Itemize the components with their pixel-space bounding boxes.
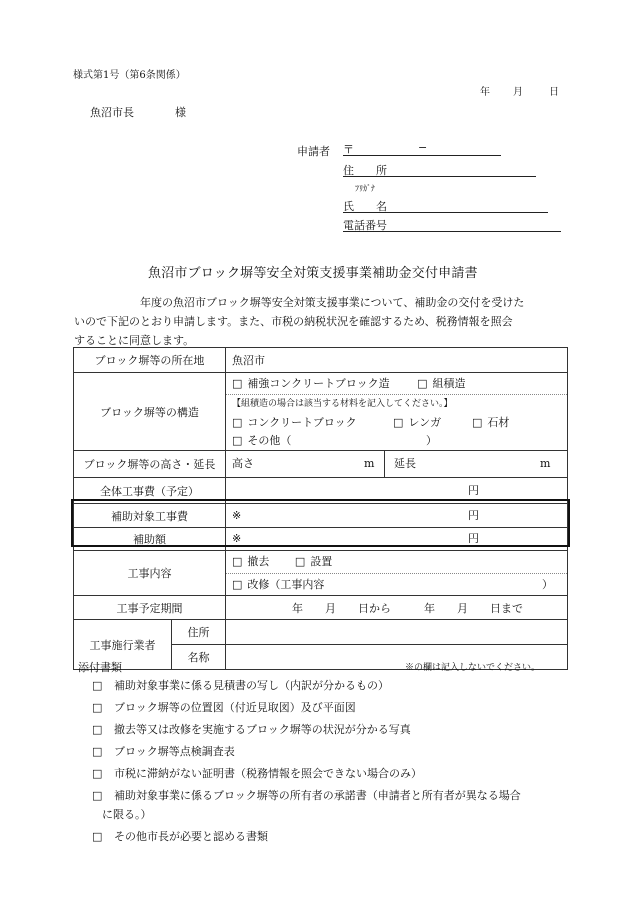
address-label: 住 所	[343, 164, 387, 177]
furigana-label: ﾌﾘｶﾞﾅ	[355, 184, 375, 193]
modify-close: ）	[542, 578, 553, 591]
list-item	[92, 698, 568, 717]
postal-mark: 〒	[343, 143, 354, 156]
list-item	[92, 720, 568, 739]
addressee-name: 魚沼市長	[90, 106, 134, 119]
list-item	[92, 742, 568, 761]
brick-checkbox[interactable]: □	[393, 416, 404, 429]
intro-line-3: することに同意します。	[74, 334, 195, 347]
work-row-2	[226, 574, 567, 595]
other-label: その他（	[247, 434, 292, 447]
date-month: 月	[513, 87, 523, 98]
brick-label: レンガ	[408, 416, 442, 429]
masonry-label: 組積造	[432, 377, 466, 390]
other-close: ）	[426, 434, 437, 447]
location-value[interactable]: 魚沼市	[226, 348, 568, 373]
list-item-continuation	[92, 805, 568, 824]
addressee-honorific: 様	[175, 106, 186, 119]
list-item	[92, 786, 568, 805]
modify-label: 改修（工事内容	[247, 578, 325, 591]
height-unit: m	[364, 457, 375, 470]
work-label: 工事内容	[74, 551, 226, 596]
list-item	[92, 676, 568, 695]
work-row-1	[226, 551, 567, 574]
length-label: 延長	[394, 457, 416, 470]
attachment-checkbox-2[interactable]: □	[92, 701, 103, 714]
subsidy-cost-cell	[226, 504, 568, 528]
intro-paragraph	[74, 293, 570, 350]
subsidy-amount-mark: ※	[232, 532, 242, 545]
attachment-text-2: ブロック塀等の位置図（付近見取図）及び平面図	[114, 701, 356, 714]
reinforced-label: 補強コンクリートブロック造	[247, 377, 390, 390]
subsidy-cost-unit: 円	[468, 509, 479, 522]
removal-label: 撤去	[247, 555, 270, 568]
attachment-checkbox-7[interactable]: □	[92, 830, 103, 843]
contractor-address-value[interactable]	[226, 620, 568, 645]
subsidy-cost-mark: ※	[232, 509, 242, 522]
form-number: 様式第1号（第6条関係）	[73, 70, 186, 81]
attachment-checkbox-3[interactable]: □	[92, 723, 103, 736]
intro-line-1: 年度の魚沼市ブロック塀等安全対策支援事業について、補助金の交付を受けた	[140, 296, 525, 309]
attachment-checkbox-4[interactable]: □	[92, 745, 103, 758]
concrete-checkbox[interactable]: □	[232, 416, 243, 429]
attachment-text-6: 補助対象事業に係るブロック塀等の所有者の承諾書（申請者と所有者が異なる場合	[114, 789, 521, 802]
name-underline[interactable]	[343, 212, 548, 213]
date-year: 年	[480, 87, 490, 98]
subsidy-amount-label: 補助額	[74, 528, 226, 551]
office-use-note: ※の欄は記入しないでください。	[405, 663, 541, 673]
subsidy-amount-cell	[226, 528, 568, 551]
reinforced-checkbox[interactable]: □	[232, 377, 243, 390]
structure-row-1	[226, 373, 567, 395]
work-cell	[226, 551, 568, 596]
attachment-text-3: 撤去等又は改修を実施するブロック塀等の状況が分かる写真	[114, 723, 411, 736]
period-value[interactable]: 年 月 日から 年 月 日まで	[226, 596, 568, 620]
masonry-checkbox[interactable]: □	[417, 377, 428, 390]
address-underline[interactable]	[343, 176, 536, 177]
applicant-label: 申請者	[297, 145, 330, 158]
subsidy-cost-label: 補助対象工事費	[74, 504, 226, 528]
concrete-label: コンクリートブロック	[247, 416, 357, 429]
document-title: 魚沼市ブロック塀等安全対策支援事業補助金交付申請書	[148, 266, 478, 281]
attachment-checkbox-6[interactable]: □	[92, 789, 103, 802]
stone-checkbox[interactable]: □	[472, 416, 483, 429]
list-item	[92, 827, 568, 846]
list-item	[92, 764, 568, 783]
phone-underline[interactable]	[343, 231, 561, 232]
length-unit: m	[540, 457, 551, 470]
postal-dash: −	[418, 141, 428, 154]
contractor-address-label: 住所	[172, 620, 226, 645]
intro-line-2: いので下記のとおり申請します。また、市税の納税状況を確認するため、税務情報を照会	[74, 315, 513, 328]
subsidy-amount-unit: 円	[468, 532, 479, 545]
stone-label: 石材	[487, 416, 510, 429]
attachments-label: 添付書類	[78, 661, 122, 674]
attachment-checkbox-5[interactable]: □	[92, 767, 103, 780]
structure-note: 【組積造の場合は該当する材料を記入してください。】	[232, 399, 453, 409]
total-cost-unit: 円	[468, 484, 479, 497]
total-cost-label: 全体工事費（予定）	[74, 478, 226, 504]
install-label: 設置	[310, 555, 333, 568]
dimensions-label: ブロック塀等の高さ・延長	[74, 451, 226, 478]
attachment-checkbox-1[interactable]: □	[92, 679, 103, 692]
contractor-label: 工事施行業者	[74, 620, 172, 670]
attachment-text-1: 補助対象事業に係る見積書の写し（内訳が分かるもの）	[114, 679, 389, 692]
application-table	[73, 347, 568, 670]
structure-row-3	[226, 413, 567, 432]
total-cost-cell[interactable]	[226, 478, 568, 504]
attachment-text-7: その他市長が必要と認める書類	[114, 830, 268, 843]
structure-label: ブロック塀等の構造	[74, 373, 226, 451]
removal-checkbox[interactable]: □	[232, 555, 243, 568]
period-label: 工事予定期間	[74, 596, 226, 620]
other-checkbox[interactable]: □	[232, 434, 243, 447]
phone-label: 電話番号	[343, 219, 387, 232]
modify-checkbox[interactable]: □	[232, 578, 243, 591]
date-day: 日	[549, 87, 559, 98]
dimensions-cell	[226, 451, 568, 478]
attachment-text-5: 市税に滞納がない証明書（税務情報を照会できない場合のみ）	[114, 767, 422, 780]
structure-options	[226, 373, 568, 451]
attachments-list	[92, 676, 568, 849]
attachment-text-4: ブロック塀等点検調査表	[114, 745, 235, 758]
install-checkbox[interactable]: □	[294, 555, 306, 568]
contractor-name-label: 名称	[172, 645, 226, 670]
height-label: 高さ	[232, 457, 254, 470]
attachment-text-6-cont: に限る。）	[102, 808, 152, 821]
structure-row-4	[226, 432, 567, 450]
name-label: 氏 名	[343, 200, 387, 213]
postal-underline[interactable]	[343, 155, 501, 156]
location-label: ブロック塀等の所在地	[74, 348, 226, 373]
